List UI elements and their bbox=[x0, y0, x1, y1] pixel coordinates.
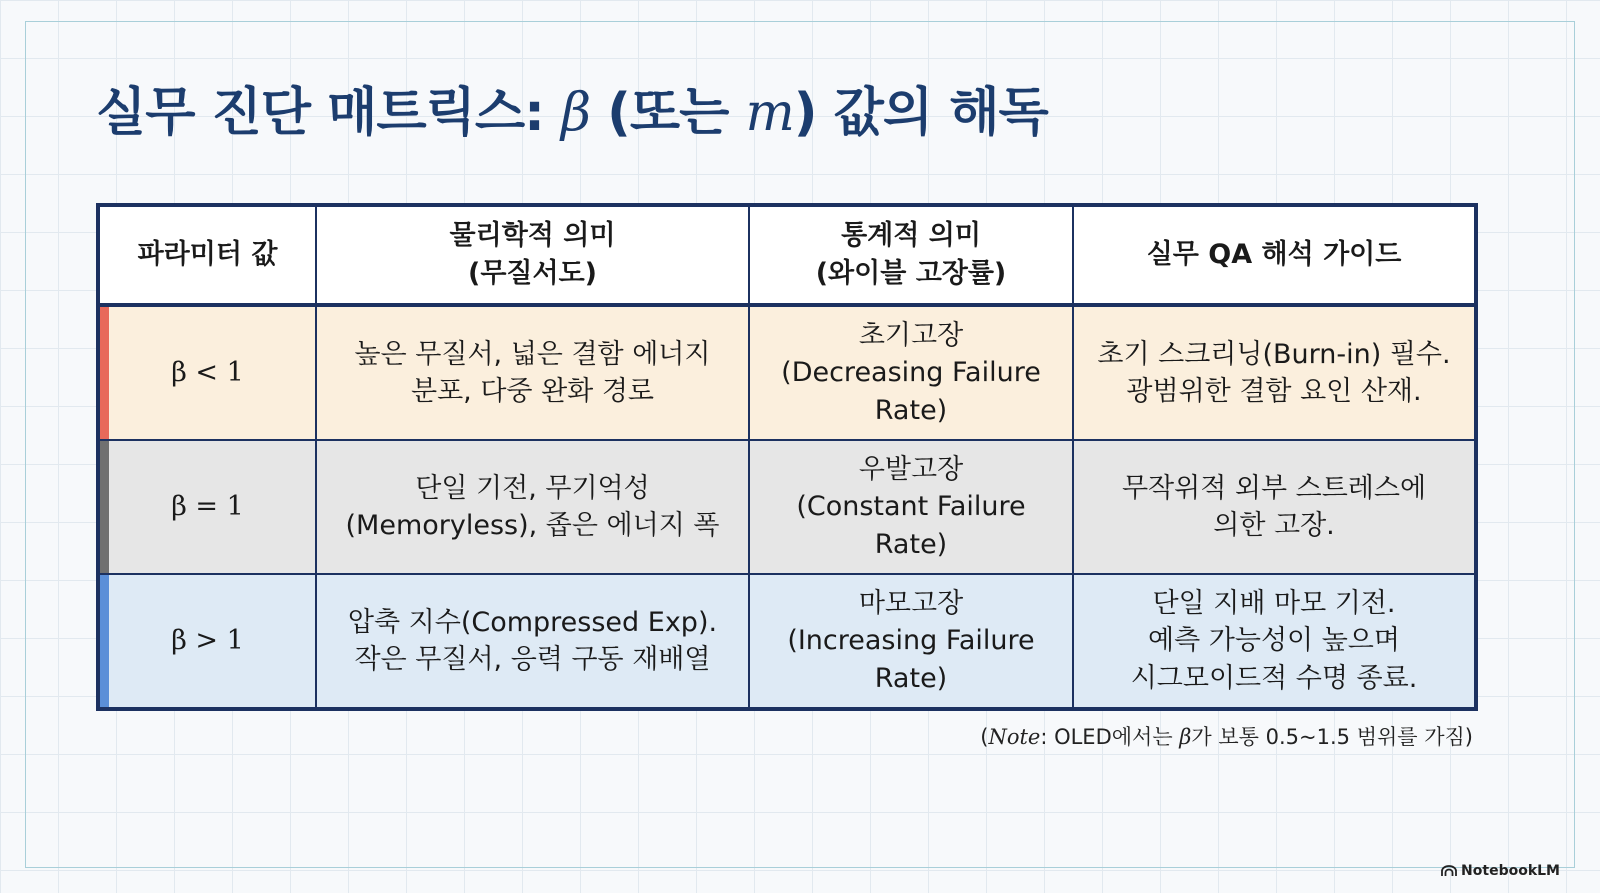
diagnosis-matrix-table bbox=[96, 203, 1478, 711]
statistical-cell: 우발고장 (Constant Failure Rate) bbox=[749, 440, 1073, 574]
param-value: β > 1 bbox=[171, 625, 244, 657]
param-cell bbox=[98, 305, 316, 440]
title-beta-symbol: β bbox=[560, 83, 591, 143]
brand-label: NotebookLM bbox=[1461, 863, 1560, 879]
footnote bbox=[980, 721, 1473, 751]
header-guide: 실무 QA 해석 가이드 bbox=[1073, 205, 1476, 305]
param-cell bbox=[98, 574, 316, 709]
header-param: 파라미터 값 bbox=[98, 205, 316, 305]
table-row-beta-eq-1 bbox=[98, 440, 1476, 574]
slide-title bbox=[96, 70, 1048, 145]
physical-cell: 높은 무질서, 넓은 결함 에너지 분포, 다중 완화 경로 bbox=[316, 305, 749, 440]
row-color-stripe bbox=[100, 441, 109, 573]
guide-cell: 초기 스크리닝(Burn-in) 필수. 광범위한 결함 요인 산재. bbox=[1073, 305, 1476, 440]
footnote-text-end: 가 보통 0.5~1.5 범위를 가짐) bbox=[1191, 725, 1473, 749]
param-value: β = 1 bbox=[171, 491, 244, 523]
row-color-stripe bbox=[100, 307, 109, 439]
table-row-beta-lt-1 bbox=[98, 305, 1476, 440]
param-value: β < 1 bbox=[171, 357, 244, 389]
statistical-cell: 마모고장 (Increasing Failure Rate) bbox=[749, 574, 1073, 709]
title-text-end: ) 값의 해독 bbox=[793, 83, 1048, 143]
param-cell bbox=[98, 440, 316, 574]
guide-cell: 단일 지배 마모 기전. 예측 가능성이 높으며 시그모이드적 수명 종료. bbox=[1073, 574, 1476, 709]
notebooklm-brand bbox=[1441, 863, 1560, 881]
header-row bbox=[98, 205, 1476, 305]
footnote-beta-symbol: β bbox=[1179, 725, 1192, 749]
table-row-beta-gt-1 bbox=[98, 574, 1476, 709]
physical-cell: 단일 기전, 무기억성 (Memoryless), 좁은 에너지 폭 bbox=[316, 440, 749, 574]
title-m-symbol: m bbox=[745, 83, 794, 143]
notebooklm-logo-icon bbox=[1441, 865, 1457, 881]
title-text-mid: (또는 bbox=[590, 83, 746, 143]
row-color-stripe bbox=[100, 575, 109, 707]
title-text: 실무 진단 매트릭스: bbox=[96, 83, 561, 143]
footnote-label: Note bbox=[988, 725, 1041, 749]
footnote-paren: ( bbox=[980, 725, 989, 749]
footnote-text: : OLED에서는 bbox=[1040, 725, 1180, 749]
guide-cell: 무작위적 외부 스트레스에 의한 고장. bbox=[1073, 440, 1476, 574]
header-statistical: 통계적 의미 (와이블 고장률) bbox=[749, 205, 1073, 305]
statistical-cell: 초기고장 (Decreasing Failure Rate) bbox=[749, 305, 1073, 440]
physical-cell: 압축 지수(Compressed Exp). 작은 무질서, 응력 구동 재배열 bbox=[316, 574, 749, 709]
header-physical: 물리학적 의미 (무질서도) bbox=[316, 205, 749, 305]
